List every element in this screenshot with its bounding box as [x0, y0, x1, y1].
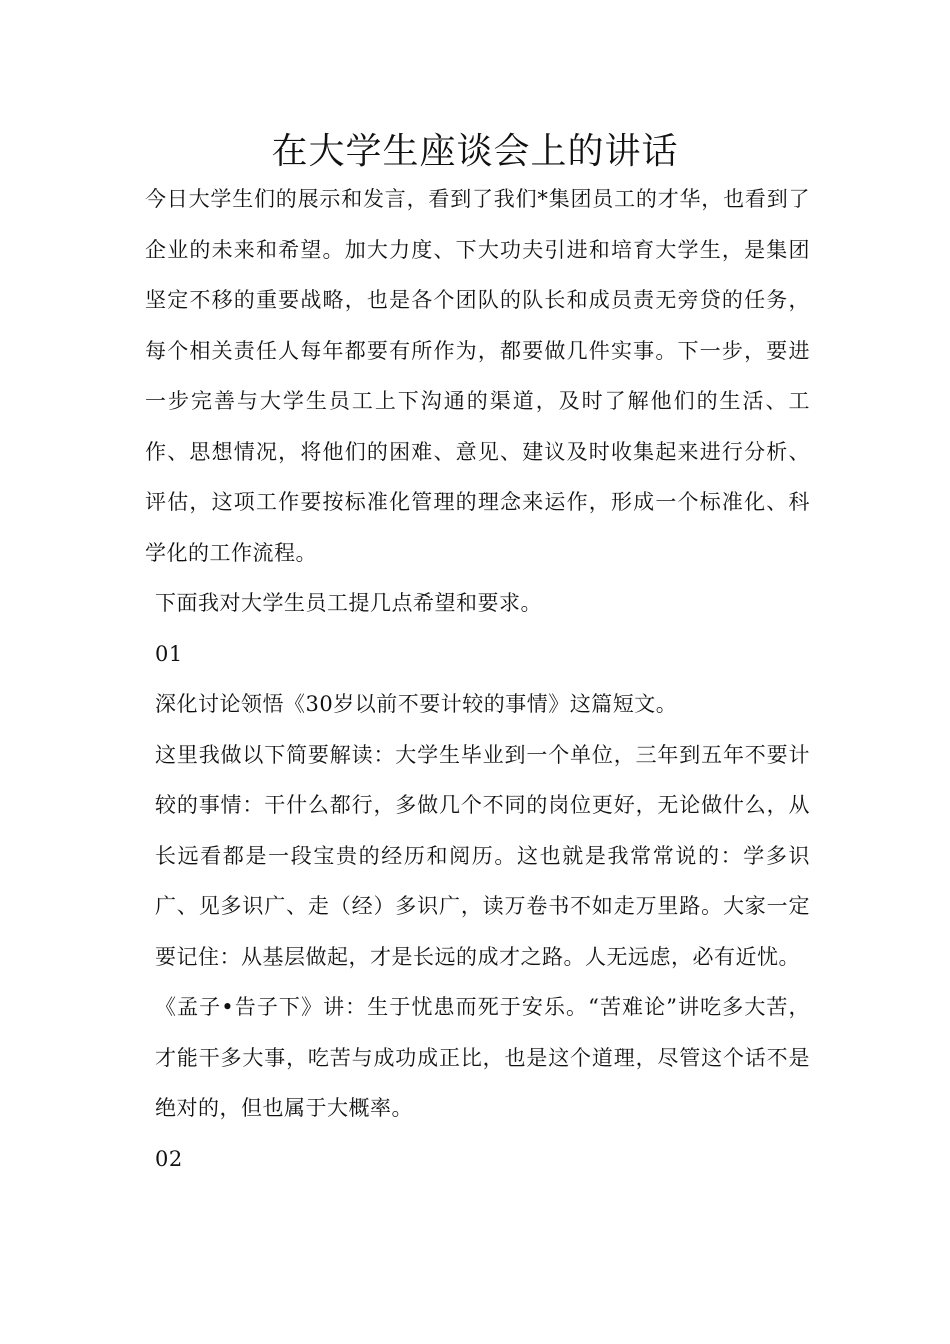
paragraph-intro: 今日大学生们的展示和发言，看到了我们*集团员工的才华，也看到了企业的未来和希望。加大力度、下大功夫引进和培育大学生，是集团坚定不移的重要战略，也是各个团队的队长和成员责无旁贷的任务，每个相关责任人每年都要有所作为，都要做几件实事。下一步，要进一步完善与大学生员工上下沟通的渠道，及时了解他们的生活、工作、思想情况，将他们的困难、意见、建议及时收集起来进行分析、评估，这项工作要按标准化管理的理念来运作，形成一个标准化、科学化的工作流程。	[145, 187, 810, 565]
paragraph-section-1-explanation: 这里我做以下简要解读：大学生毕业到一个单位，三年到五年不要计较的事情：干什么都行，多做几个不同的岗位更好，无论做什么，从长远看都是一段宝贵的经历和阅历。这也就是我常常说的：学多识广、见多识广、走（经）多识广，读万卷书不如走万里路。大家一定要记住：从基层做起，才是长远的成才之路。人无远虑，必有近忧。	[155, 742, 810, 969]
paragraph-section-1-heading: 深化讨论领悟《30岁以前不要计较的事情》这篇短文。	[155, 692, 678, 716]
document-title: 在大学生座谈会上的讲话	[271, 131, 679, 172]
section-number-01: 01	[155, 641, 183, 666]
document-body	[145, 174, 810, 1184]
paragraph-mencius-quote: 《孟子•告子下》讲：生于忧患而死于安乐。“苦难论”讲吃多大苦，才能干多大事，吃苦与成功成正比，也是这个道理，尽管这个话不是绝对的，但也属于大概率。	[155, 995, 810, 1120]
section-number-02: 02	[155, 1146, 183, 1171]
paragraph-requirements-lead: 下面我对大学生员工提几点希望和要求。	[155, 591, 542, 615]
